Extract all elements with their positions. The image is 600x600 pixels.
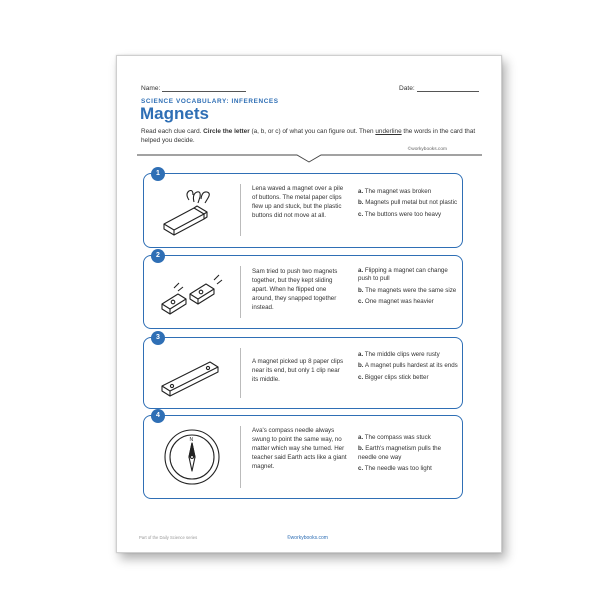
option-text: The needle was too light: [364, 465, 432, 473]
card-separator: [240, 348, 241, 398]
footer-site-link[interactable]: ©workybooks.com: [287, 535, 328, 541]
option-letter: b.: [358, 286, 364, 294]
option-letter: b.: [358, 362, 364, 370]
option-a[interactable]: [358, 188, 458, 196]
option-text: The magnet was broken: [364, 188, 432, 195]
section-divider: [137, 152, 482, 164]
card-separator: [240, 184, 241, 236]
name-label: Name:: [141, 85, 161, 92]
option-text: The buttons were too heavy: [364, 210, 442, 218]
option-letter: a.: [358, 188, 364, 195]
card-number-badge: 3: [151, 331, 165, 345]
option-c[interactable]: [358, 211, 458, 219]
option-letter: b.: [358, 199, 364, 207]
instructions-text-2: (a, b, or c) of what you can figure out. Then: [249, 128, 376, 135]
date-blank: [417, 91, 479, 92]
option-letter: c.: [358, 298, 364, 306]
answer-options: [358, 351, 458, 385]
option-text: The magnets were the same size: [365, 286, 457, 294]
worksheet-kicker: SCIENCE VOCABULARY: INFERENCES: [141, 98, 279, 105]
option-text: One magnet was heavier: [364, 298, 434, 306]
option-letter: b.: [358, 445, 364, 453]
option-a[interactable]: [358, 434, 458, 442]
card-number-badge: 2: [151, 249, 165, 263]
option-c[interactable]: [358, 298, 458, 306]
svg-text:N: N: [189, 437, 194, 443]
instructions-text-1: Read each clue card.: [141, 128, 204, 135]
option-c[interactable]: [358, 465, 458, 473]
clue-card-3: [143, 334, 463, 409]
option-text: A magnet pulls hardest at its ends: [364, 362, 458, 370]
instructions-text-3: the words in the card that helped you decide.: [141, 128, 476, 145]
card-separator: [240, 426, 241, 488]
option-letter: c.: [358, 373, 364, 381]
clue-text: Ava's compass needle always swung to point the same way, no matter which way she turned. Her teacher said Earth acts like a giant magnet.: [252, 427, 347, 470]
option-letter: a.: [358, 267, 364, 274]
option-letter: a.: [358, 351, 364, 358]
date-line: [399, 85, 479, 92]
compass-icon: [154, 426, 230, 488]
card-number-badge: 4: [151, 409, 165, 423]
magnet-with-clips-icon: [154, 182, 230, 238]
option-text: Flipping a magnet can change push to pull: [358, 267, 448, 283]
instructions: [141, 127, 481, 145]
answer-options: [358, 188, 458, 222]
option-b[interactable]: [358, 287, 458, 295]
answer-options: [358, 434, 458, 477]
option-c[interactable]: [358, 374, 458, 382]
name-blank: [162, 91, 246, 92]
instructions-bold: Circle the letter: [203, 128, 250, 135]
option-b[interactable]: [358, 445, 458, 462]
option-letter: c.: [358, 465, 364, 473]
option-letter: c.: [358, 210, 364, 218]
option-b[interactable]: [358, 362, 458, 370]
bar-magnet-icon: [154, 346, 230, 400]
option-text: The middle clips were rusty: [364, 351, 440, 358]
name-line: [141, 85, 246, 92]
clue-text: A magnet picked up 8 paper clips near its end, but only 1 clip near its middle.: [252, 358, 344, 383]
option-text: Bigger clips stick better: [364, 373, 429, 381]
date-label: Date:: [399, 85, 415, 92]
footer-series-text: Part of the Daily Science series: [139, 535, 198, 540]
worksheet-page: [116, 55, 502, 553]
credit-text: ©workybooks.com: [407, 147, 447, 152]
clue-card-2: [143, 252, 463, 329]
option-a[interactable]: [358, 267, 458, 284]
option-text: The compass was stuck: [364, 434, 431, 441]
option-text: Earth's magnetism pulls the needle one way: [358, 445, 442, 461]
clue-card-4: [143, 412, 463, 499]
option-b[interactable]: [358, 199, 458, 207]
two-magnets-icon: [154, 264, 230, 320]
clue-text: Lena waved a magnet over a pile of buttons. The metal paper clips flew up and stuck, but the plastic buttons did not move at all.: [252, 185, 344, 219]
option-text: Magnets pull metal but not plastic: [365, 199, 458, 207]
answer-options: [358, 267, 458, 310]
option-a[interactable]: [358, 351, 458, 359]
card-separator: [240, 266, 241, 318]
worksheet-title: Magnets: [140, 104, 209, 123]
option-letter: a.: [358, 434, 364, 441]
card-number-badge: 1: [151, 167, 165, 181]
clue-card-1: [143, 170, 463, 248]
instructions-underline: underline: [375, 128, 402, 135]
clue-text: Sam tried to push two magnets together, but they kept sliding apart. When he flipped one around, they snapped together instead.: [252, 268, 338, 311]
